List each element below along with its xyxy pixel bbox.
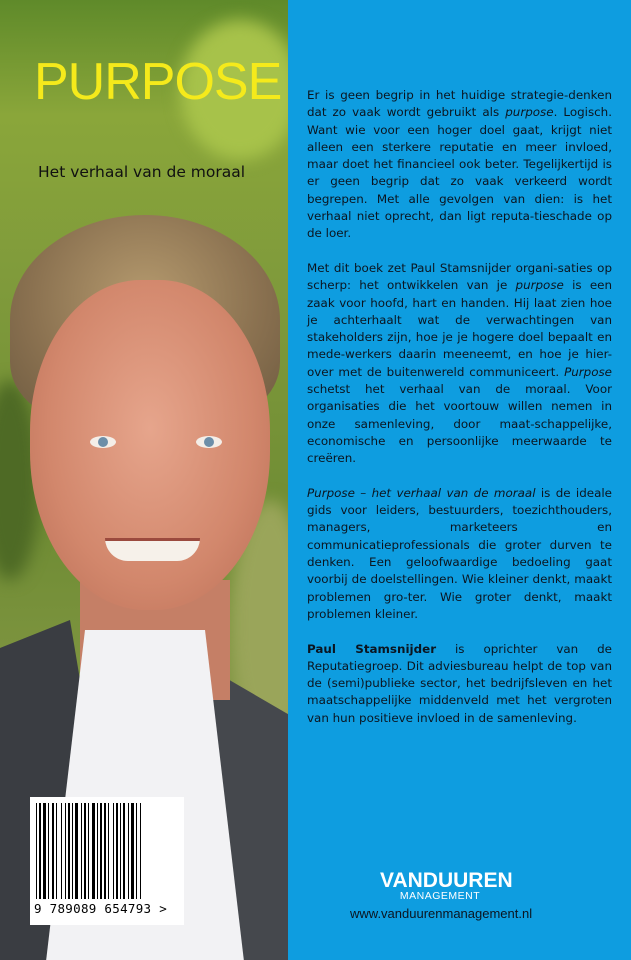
publisher-logo xyxy=(380,869,513,902)
blurb-paragraph-2 xyxy=(307,260,612,468)
barcode-bar xyxy=(81,803,82,899)
publisher-logo-sub: MANAGEMENT xyxy=(399,890,481,902)
barcode-bar xyxy=(104,803,106,899)
barcode-bar xyxy=(136,803,137,899)
book-title: PURPOSE xyxy=(34,53,282,111)
portrait-smile xyxy=(105,538,200,561)
text-span: is een zaak voor hoofd, hart en handen. Hij laat zien hoe je achterhaalt wat de verwachtingen van stakeholders zijn, hoe je je hogere doel bepaalt en mede-werkers daarin meeneemt, en hoe je hier-over met de buitenwereld communiceert. xyxy=(307,278,612,379)
barcode-bar xyxy=(131,803,134,899)
barcode-bar xyxy=(116,803,118,899)
portrait-eye xyxy=(90,436,116,448)
barcode-bar xyxy=(52,803,54,899)
barcode-bar xyxy=(75,803,78,899)
text-span: . Logisch. Want wie voor een hoger doel gaat, krijgt niet alleen een sterkere reputatie en meer invloed, maar doet het financieel ook beter. Tegelijkertijd is er geen begrip dat zo vaak verkeerd wordt begrepen. Met alle gevolgen van dien: is het verhaal niet oprecht, dan ligt reputa-tieschade op de loer. xyxy=(307,105,612,241)
barcode-bar xyxy=(72,803,73,899)
barcode-bar xyxy=(113,803,114,899)
barcode-bar xyxy=(92,803,95,899)
barcode-bar xyxy=(84,803,86,899)
blurb-text xyxy=(307,87,612,744)
barcode-bars xyxy=(36,803,176,899)
portrait-eye xyxy=(196,436,222,448)
barcode-bar xyxy=(39,803,41,899)
blurb-paragraph-1 xyxy=(307,87,612,243)
text-span: schetst het verhaal van de moraal. Voor organisaties die het voortouw willen nemen in onze samenleving, door maat-schappelijke, economische en persoonlijke meerwaarde te creëren. xyxy=(307,382,612,466)
text-span: is oprichter van de Reputatiegroep. Dit adviesbureau helpt de top van de (semi)publieke sector, het bedrijfsleven en het maatschappelijke middenveld met het vergroten van hun positieve invloed in de samenleving. xyxy=(307,641,612,725)
barcode-bar xyxy=(120,803,121,899)
barcode-bar xyxy=(48,803,49,899)
barcode-bar xyxy=(43,803,46,899)
isbn-number: 9 789089 654793 > xyxy=(34,901,168,916)
author-bio xyxy=(307,641,612,727)
barcode-bar xyxy=(100,803,102,899)
back-cover-panel xyxy=(288,0,631,960)
italic-span: Purpose – het verhaal van de moraal xyxy=(307,485,536,500)
text-span: Met dit boek zet Paul Stamsnijder organi-saties op scherp: het ontwikkelen van je xyxy=(307,260,612,293)
book-subtitle: Het verhaal van de moraal xyxy=(38,163,246,181)
italic-span: purpose xyxy=(505,105,554,120)
author-name: Paul Stamsnijder xyxy=(307,641,437,656)
barcode-bar xyxy=(88,803,89,899)
barcode-bar xyxy=(140,803,141,899)
barcode-bar xyxy=(123,803,125,899)
text-span: Er is geen begrip in het huidige strategie-denken dat zo vaak wordt gebruikt als xyxy=(307,88,612,120)
italic-span: purpose xyxy=(515,278,564,293)
publisher-logo-name: VANDUUREN xyxy=(380,869,513,892)
barcode-bar xyxy=(36,803,37,899)
publisher-url: www.vanduurenmanagement.nl xyxy=(350,906,533,921)
barcode-bar xyxy=(108,803,109,899)
text-span: is de ideale gids voor leiders, bestuurders, toezichthouders, managers, marketeers en communicatieprofessionals die groter durven te denken. Een geloofwaardige bedoeling gaat voorbij de doelstellingen. Wie kleiner denkt, maakt problemen gro-ter. Wie groter denkt, maakt problemen kleiner. xyxy=(307,485,612,621)
barcode-bar xyxy=(56,803,57,899)
blurb-paragraph-3 xyxy=(307,485,612,623)
barcode-bar xyxy=(97,803,98,899)
isbn-barcode xyxy=(30,797,184,925)
italic-span: Purpose xyxy=(564,364,612,379)
barcode-bar xyxy=(68,803,70,899)
barcode-bar xyxy=(65,803,66,899)
barcode-bar xyxy=(61,803,62,899)
front-cover-photo-panel xyxy=(0,0,288,960)
barcode-bar xyxy=(128,803,129,899)
